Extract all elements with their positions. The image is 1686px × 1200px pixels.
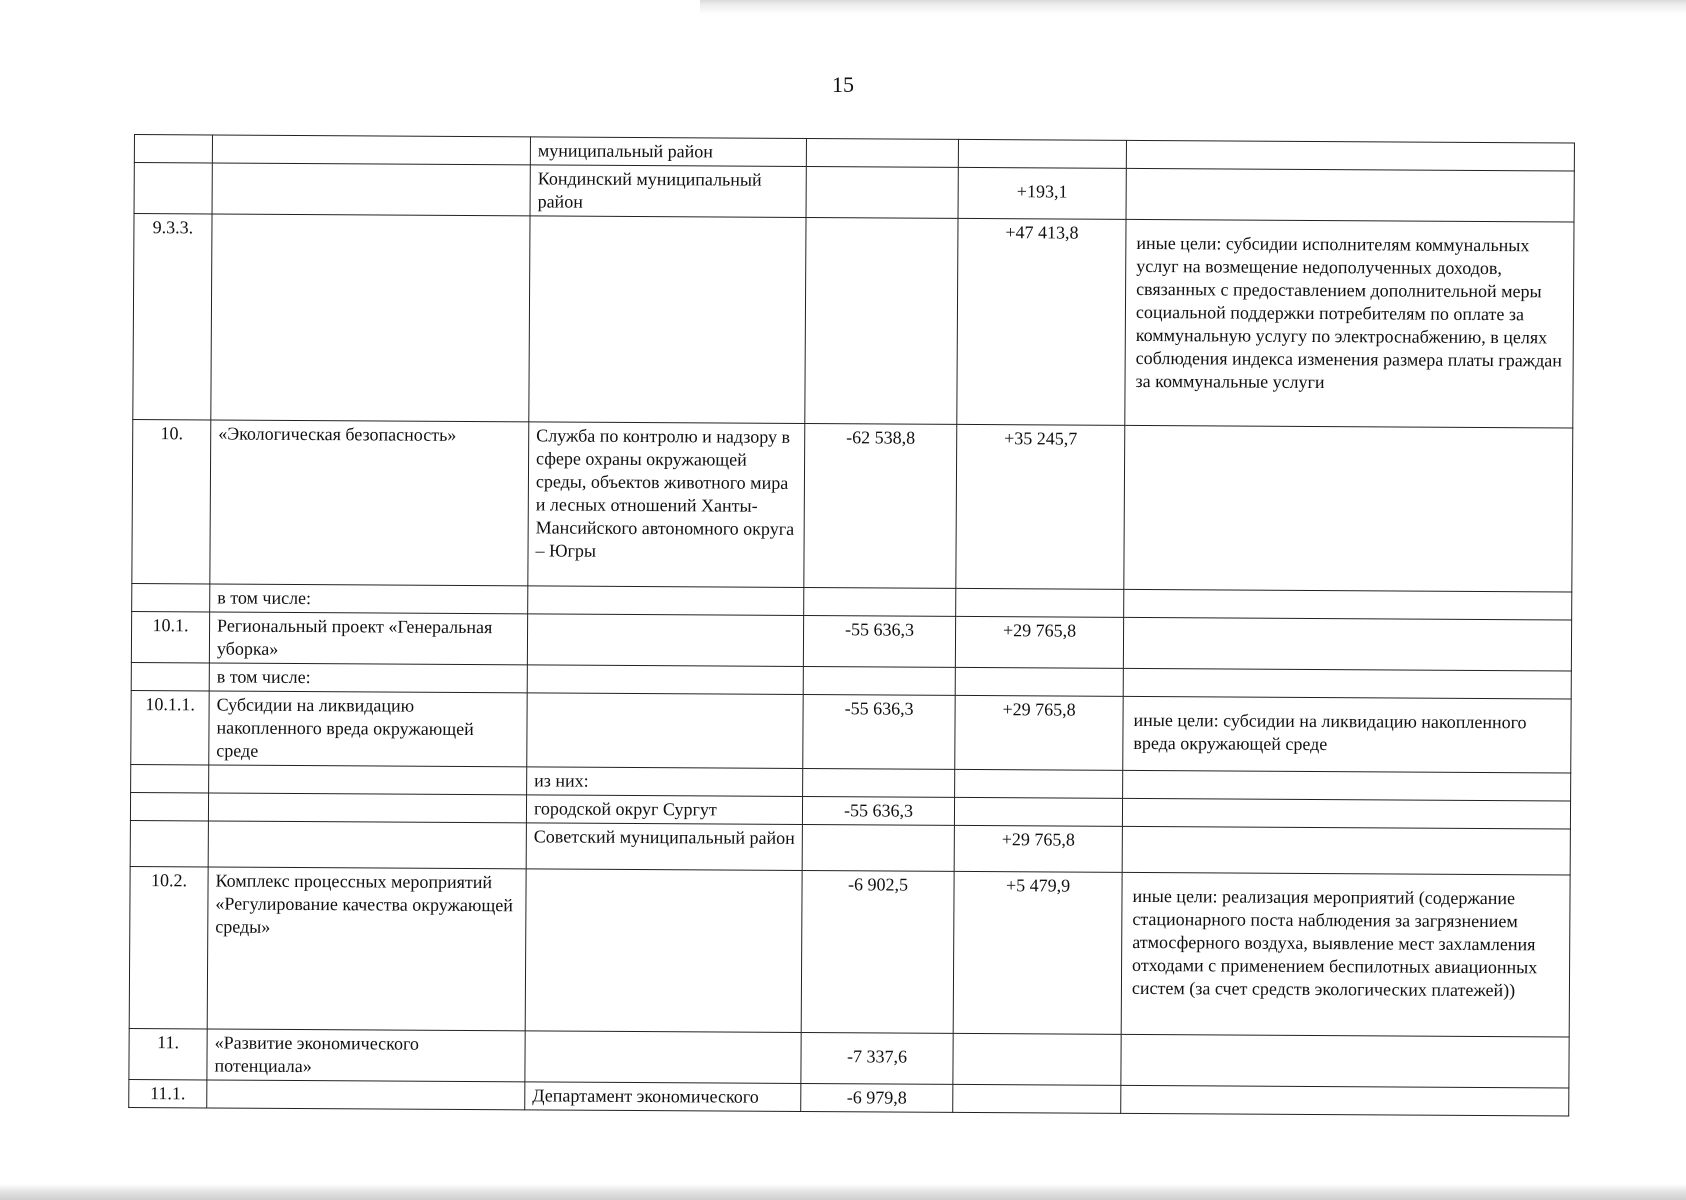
- value-increase: [954, 797, 1122, 826]
- value-decrease: -6 979,8: [801, 1083, 953, 1112]
- program-name: [207, 1080, 525, 1110]
- table-row: [131, 611, 1571, 671]
- organization: [527, 665, 803, 695]
- note: [1122, 798, 1570, 829]
- table-row: [131, 690, 1571, 773]
- program-name: «Экологическая безопасность»: [210, 420, 529, 586]
- value-increase: [955, 769, 1123, 798]
- note: [1123, 770, 1571, 801]
- note: [1121, 1085, 1569, 1116]
- value-increase: [953, 1084, 1121, 1113]
- program-name: [212, 135, 530, 165]
- note: [1122, 826, 1570, 875]
- note: [1126, 168, 1574, 222]
- value-increase: +29 765,8: [955, 695, 1123, 770]
- value-increase: +29 765,8: [954, 825, 1122, 872]
- note: [1126, 140, 1574, 171]
- program-name: [208, 793, 526, 823]
- value-decrease: [803, 666, 955, 695]
- row-number: [130, 792, 208, 820]
- value-decrease: [806, 166, 958, 218]
- value-increase: +47 413,8: [957, 218, 1126, 425]
- value-decrease: -55 636,3: [803, 615, 955, 667]
- row-number: [130, 820, 208, 866]
- row-number: 10.1.: [131, 611, 209, 662]
- organization: [527, 693, 803, 769]
- organization: муниципальный район: [530, 137, 806, 167]
- value-increase: +29 765,8: [955, 616, 1123, 668]
- value-decrease: -6 902,5: [801, 870, 954, 1033]
- value-increase: +5 479,9: [953, 871, 1122, 1034]
- program-name: в том числе:: [209, 663, 527, 693]
- value-increase: [958, 139, 1126, 168]
- organization: [529, 216, 806, 424]
- table-row: [132, 419, 1573, 592]
- note: иные цели: реализация мероприятий (содержание стационарного поста наблюдения за загрязнением атмосферного воздуха, выявление мест захламления отходами с применением беспилотных авиационных систем (за счет средств экологических платежей)): [1121, 872, 1570, 1037]
- program-name: [209, 765, 527, 795]
- program-name: [208, 821, 526, 869]
- row-number: 11.: [129, 1028, 207, 1079]
- note: [1124, 589, 1572, 620]
- row-number: [134, 163, 212, 214]
- row-number: [132, 583, 210, 611]
- value-decrease: -62 538,8: [804, 423, 957, 588]
- table-row: [133, 214, 1574, 429]
- note: [1121, 1034, 1569, 1088]
- row-number: [134, 135, 212, 163]
- organization: [527, 614, 803, 667]
- note: иные цели: субсидии исполнителям коммунальных услуг на возмещение недополученных доходов, связанных с предоставлением дополнительной меры социальной поддержки потребителям по оплате за коммунальную услугу по электроснабжению, в целях соблюдения индекса изменения размера платы граждан за коммунальные услуги: [1125, 219, 1574, 428]
- organization: Кондинский муниципальный район: [530, 165, 806, 218]
- organization: Служба по контролю и надзору в сфере охраны окружающей среды, объектов животного мира и лесных отношений Ханты-Мансийского автономного округа – Югры: [528, 422, 805, 588]
- row-number: 9.3.3.: [133, 214, 212, 420]
- table-row: [134, 163, 1574, 223]
- value-increase: +193,1: [958, 167, 1126, 219]
- organization: городской округ Сургут: [526, 795, 802, 825]
- value-increase: [956, 588, 1124, 617]
- page-number: 15: [832, 72, 854, 97]
- value-decrease: [802, 824, 954, 871]
- value-increase: [953, 1033, 1121, 1085]
- organization: Департамент экономического: [525, 1082, 801, 1112]
- note: [1123, 617, 1571, 671]
- program-name: Субсидии на ликвидацию накопленного вреда окружающей среде: [209, 691, 527, 767]
- organization: из них:: [527, 767, 803, 797]
- note: иные цели: субсидии на ликвидацию накопленного вреда окружающей среде: [1123, 696, 1571, 773]
- row-number: 11.1.: [129, 1079, 207, 1107]
- value-increase: [955, 667, 1123, 696]
- row-number: [131, 662, 209, 690]
- note: [1124, 425, 1573, 592]
- program-name: Региональный проект «Генеральная уборка»: [209, 612, 527, 665]
- program-name: [212, 163, 530, 216]
- value-decrease: [804, 587, 956, 616]
- organization: Советский муниципальный район: [526, 823, 802, 871]
- value-decrease: [803, 768, 955, 797]
- value-decrease: -55 636,3: [802, 796, 954, 825]
- row-number: [131, 764, 209, 792]
- scan-edge-top: [700, 0, 1686, 14]
- row-number: 10.: [132, 419, 211, 583]
- row-number: 10.2.: [129, 866, 208, 1028]
- program-name: в том числе:: [210, 584, 528, 614]
- table-row: [129, 1028, 1569, 1088]
- organization: [528, 586, 804, 616]
- value-decrease: -7 337,6: [801, 1032, 953, 1084]
- organization: [525, 869, 802, 1033]
- value-decrease: [805, 217, 958, 424]
- program-name: [211, 214, 530, 422]
- value-increase: +35 245,7: [956, 424, 1125, 589]
- program-name: «Развитие экономического потенциала»: [207, 1029, 525, 1082]
- organization: [525, 1031, 801, 1084]
- table-row: [129, 866, 1570, 1037]
- note: [1123, 668, 1571, 699]
- value-decrease: [806, 138, 958, 167]
- scan-edge-bottom: [0, 1184, 1686, 1200]
- budget-changes-table: [128, 134, 1575, 1117]
- program-name: Комплекс процессных мероприятий «Регулирование качества окружающей среды»: [207, 867, 526, 1031]
- row-number: 10.1.1.: [131, 690, 209, 764]
- value-decrease: -55 636,3: [803, 694, 955, 769]
